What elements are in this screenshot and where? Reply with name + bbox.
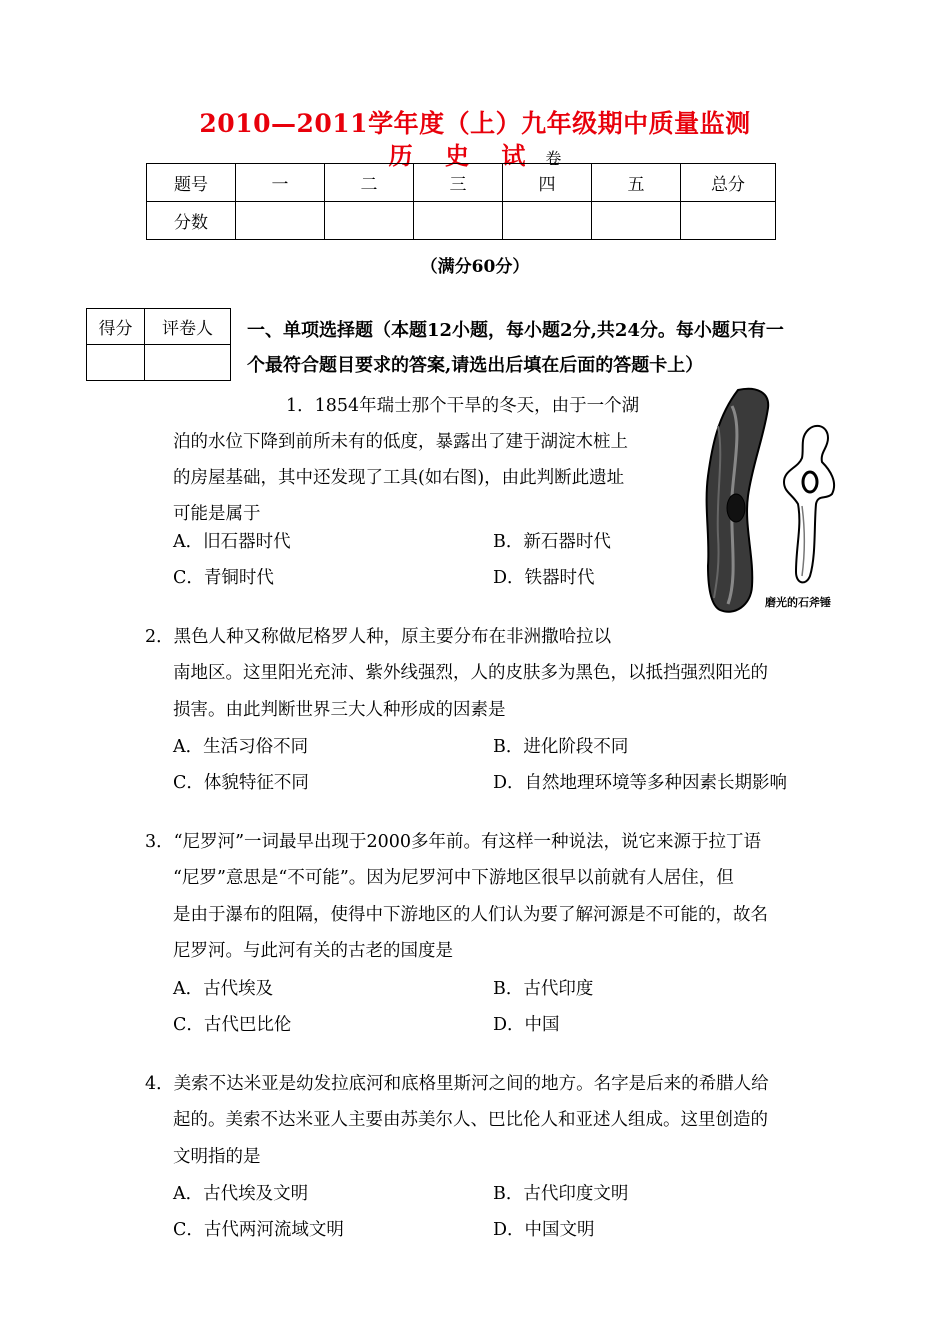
q3-line4: 尼罗河。与此河有关的古老的国度是 — [173, 941, 453, 961]
small-axe-head — [784, 426, 834, 583]
score-cell-label: 题号 — [147, 164, 236, 202]
q3-option-c[interactable]: C．古代巴比伦 — [173, 1015, 292, 1035]
q3-option-b[interactable]: B．古代印度 — [493, 979, 594, 999]
q1-line2: 泊的水位下降到前所未有的低度，暴露出了建于湖淀木桩上 — [173, 432, 628, 452]
stone-axe-figure — [698, 386, 850, 622]
grader-score-label: 得分 — [87, 309, 145, 345]
subject-label: 历 史 试 — [388, 141, 538, 170]
q4-option-d[interactable]: D．中国文明 — [493, 1220, 595, 1240]
q2-line2: 南地区。这里阳光充沛、紫外线强烈，人的皮肤多为黑色，以抵挡强烈阳光的 — [173, 663, 768, 683]
figure-caption: 磨光的石斧锤 — [765, 596, 831, 609]
q4-line3: 文明指的是 — [173, 1147, 261, 1167]
q1-option-a[interactable]: A．旧石器时代 — [173, 532, 291, 552]
score-cell-q3: 三 — [414, 164, 503, 202]
score-blank[interactable] — [414, 202, 503, 240]
q2-option-d[interactable]: D．自然地理环境等多种因素长期影响 — [493, 773, 788, 793]
score-blank[interactable] — [325, 202, 414, 240]
q4-option-a[interactable]: A．古代埃及文明 — [173, 1184, 309, 1204]
score-blank[interactable] — [592, 202, 681, 240]
q3-line2: “尼罗”意思是“不可能”。因为尼罗河中下游地区很早以前就有人居住，但 — [173, 868, 734, 888]
grader-name-label: 评卷人 — [145, 309, 231, 345]
q3-option-a[interactable]: A．古代埃及 — [173, 979, 274, 999]
subject-suffix: 卷 — [545, 149, 562, 168]
score-blank[interactable] — [503, 202, 592, 240]
grader-table — [86, 308, 231, 381]
q3-option-d[interactable]: D．中国 — [493, 1015, 560, 1035]
section-heading-line2: 个最符合题目要求的答案,请选出后填在后面的答题卡上） — [247, 355, 704, 376]
grader-score-blank[interactable] — [87, 345, 145, 381]
q2-line3: 损害。由此判断世界三大人种形成的因素是 — [173, 700, 506, 720]
q4-line2: 起的。美索不达米亚人主要由苏美尔人、巴比伦人和亚述人组成。这里创造的 — [173, 1110, 768, 1130]
q4-option-c[interactable]: C．古代两河流域文明 — [173, 1220, 344, 1240]
full-marks: （满分60分） — [420, 257, 530, 277]
q3-line3: 是由于瀑布的阻隔，使得中下游地区的人们认为要了解河源是不可能的，故名 — [173, 905, 768, 925]
q2-line1: 2．黑色人种又称做尼格罗人种，原主要分布在非洲撒哈拉以 — [145, 627, 612, 647]
score-cell-q4: 四 — [503, 164, 592, 202]
q1-option-b[interactable]: B．新石器时代 — [493, 532, 611, 552]
q3-line1: 3．“尼罗河”一词最早出现于2000多年前。有这样一种说法，说它来源于拉丁语 — [145, 832, 762, 852]
score-blank[interactable] — [681, 202, 776, 240]
score-cell-q1: 一 — [236, 164, 325, 202]
q1-option-d[interactable]: D．铁器时代 — [493, 568, 595, 588]
q2-option-b[interactable]: B．进化阶段不同 — [493, 737, 629, 757]
section-heading-line1: 一、单项选择题（本题12小题，每小题2分,共24分。每小题只有一 — [247, 320, 784, 341]
q1-option-c[interactable]: C．青铜时代 — [173, 568, 274, 588]
q1-line1: 1．1854年瑞士那个干旱的冬天，由于一个湖 — [286, 396, 640, 416]
q2-option-c[interactable]: C．体貌特征不同 — [173, 773, 309, 793]
score-table-header-row — [147, 164, 776, 202]
q4-line1: 4．美索不达米亚是幼发拉底河和底格里斯河之间的地方。名字是后来的希腊人给 — [145, 1074, 769, 1094]
grader-name-blank[interactable] — [145, 345, 231, 381]
score-table — [146, 163, 776, 240]
score-cell-total: 总分 — [681, 164, 776, 202]
score-row-label: 分数 — [147, 202, 236, 240]
score-cell-q2: 二 — [325, 164, 414, 202]
exam-title: 2010—2011学年度（上）九年级期中质量监测 — [199, 109, 751, 138]
q1-line4: 可能是属于 — [173, 504, 261, 524]
q2-option-a[interactable]: A．生活习俗不同 — [173, 737, 309, 757]
q4-option-b[interactable]: B．古代印度文明 — [493, 1184, 629, 1204]
score-cell-q5: 五 — [592, 164, 681, 202]
score-table-value-row — [147, 202, 776, 240]
q1-line3: 的房屋基础，其中还发现了工具(如右图)，由此判断此遗址 — [173, 468, 625, 488]
score-blank[interactable] — [236, 202, 325, 240]
